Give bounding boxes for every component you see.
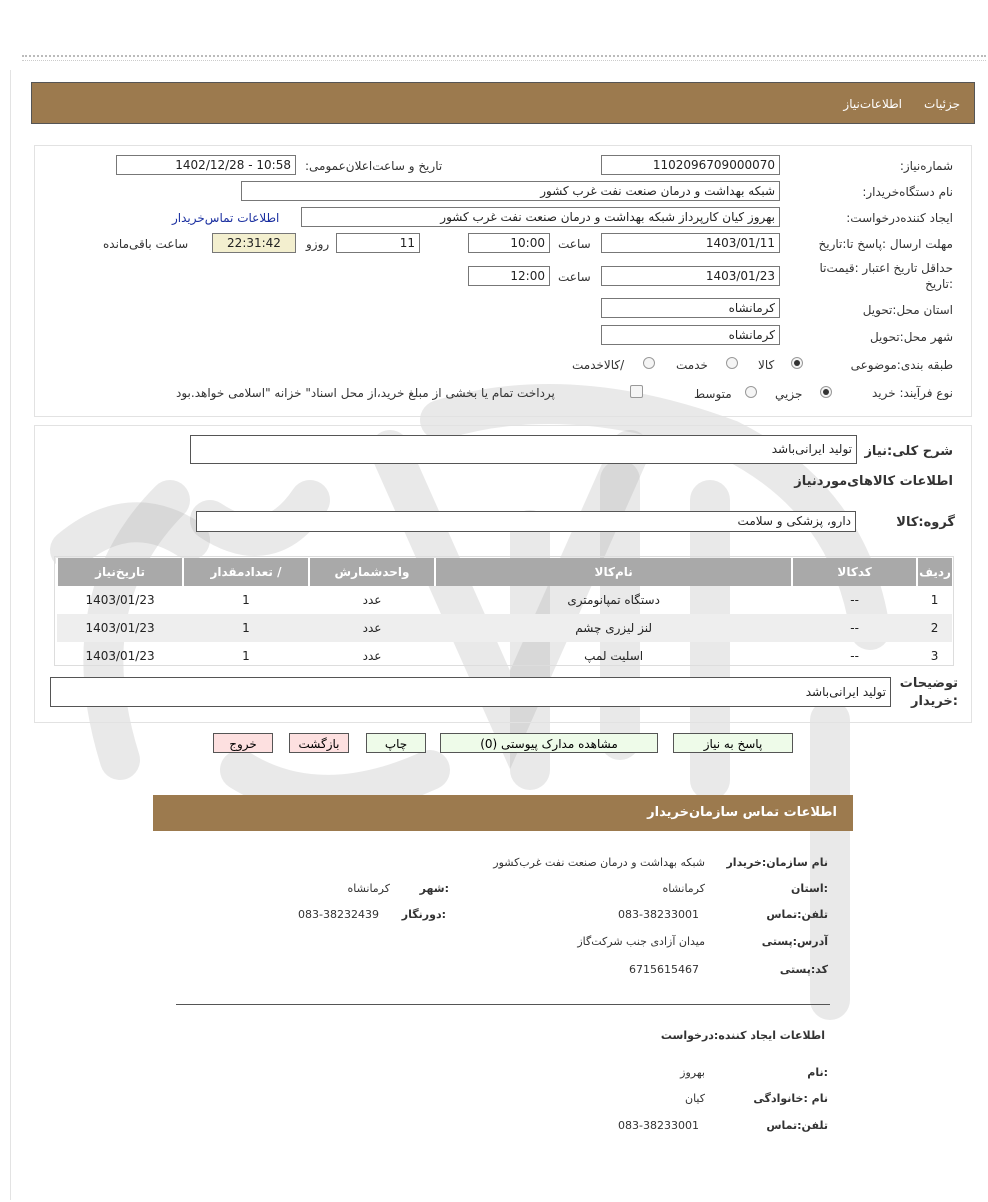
contact-divider bbox=[176, 1004, 830, 1005]
need-description-label: شرح کلی:نیاز bbox=[864, 444, 953, 459]
category-service-radio[interactable] bbox=[726, 357, 738, 369]
buyer-contact-title: اطلاعات تماس سازمان‌خریدار bbox=[647, 805, 837, 820]
contact-phone-value: 083-38233001 bbox=[618, 908, 699, 921]
category-goods-service-label: /کالاخدمت bbox=[572, 358, 625, 372]
remaining-time-label: ساعت باقی‌مانده bbox=[103, 237, 189, 251]
province-field: کرمانشاه bbox=[601, 298, 780, 318]
creator-family-value: کیان bbox=[685, 1092, 705, 1105]
creator-phone-value: 083-38233001 bbox=[618, 1119, 699, 1132]
category-goods-service-radio[interactable] bbox=[643, 357, 655, 369]
creator-field: بهروز کیان کارپرداز شبکه بهداشت و درمان صنعت نفت غرب کشور bbox=[301, 207, 780, 227]
validity-label-2: :تاریخ bbox=[925, 277, 953, 291]
cell-code: -- bbox=[850, 649, 859, 663]
buyer-notes-field: تولید ایرانی‌باشد bbox=[50, 677, 891, 707]
days-field: 11 bbox=[336, 233, 420, 253]
contact-city-value: کرمانشاه bbox=[347, 882, 390, 895]
contact-postal-label: کد:پستی bbox=[779, 963, 828, 976]
goods-group-label: گروه:کالا bbox=[896, 515, 955, 530]
contact-province-label: :استان bbox=[791, 882, 828, 895]
remaining-time-field: 22:31:42 bbox=[212, 233, 296, 253]
creator-phone-label: تلفن:تماس bbox=[766, 1119, 828, 1132]
goods-info-title: اطلاعات کالاهای‌موردنیاز bbox=[794, 474, 953, 489]
process-minor-label: جزیي bbox=[775, 387, 803, 401]
goods-table bbox=[56, 558, 952, 670]
reply-button[interactable]: پاسخ به نیاز bbox=[673, 733, 793, 753]
col-name: نام‌کالا bbox=[435, 558, 792, 586]
cell-qty: 1 bbox=[242, 593, 250, 607]
days-label: روزو bbox=[306, 237, 330, 251]
process-medium-label: متوسط bbox=[694, 387, 732, 401]
print-button[interactable]: چاپ bbox=[366, 733, 426, 753]
province-label: استان محل:تحویل bbox=[862, 303, 953, 317]
page-header-bar bbox=[31, 82, 975, 124]
left-page-rule bbox=[10, 70, 11, 1200]
buyer-contact-header bbox=[153, 795, 853, 831]
buyer-notes-label-2: :خریدار bbox=[911, 694, 958, 709]
creator-name-label: :نام bbox=[807, 1066, 828, 1079]
creator-family-label: نام :خانوادگی bbox=[753, 1092, 828, 1105]
buyer-org-label: نام دستگاه‌خریدار: bbox=[862, 185, 953, 199]
contact-city-label: :شهر bbox=[419, 882, 449, 895]
deadline-time-field: 10:00 bbox=[468, 233, 550, 253]
process-minor-radio[interactable] bbox=[820, 386, 832, 398]
cell-date: 1403/01/23 bbox=[57, 614, 183, 642]
contact-org-label: نام سازمان:خریدار bbox=[726, 856, 828, 869]
validity-time-label: ساعت bbox=[558, 270, 591, 284]
contact-phone-label: تلفن:تماس bbox=[766, 908, 828, 921]
header-need-info: اطلاعات‌نیاز bbox=[843, 97, 902, 111]
col-row: ردیف bbox=[917, 558, 952, 586]
contact-org-value: شبکه بهداشت و درمان صنعت نفت غرب‌کشور bbox=[493, 856, 705, 869]
back-button[interactable]: بازگشت bbox=[289, 733, 349, 753]
need-description-field: تولید ایرانی‌باشد bbox=[190, 435, 857, 464]
cell-unit: عدد bbox=[362, 649, 382, 663]
treasury-checkbox[interactable] bbox=[630, 385, 643, 398]
buyer-contact-link[interactable]: اطلاعات تماس‌خریدار bbox=[172, 211, 280, 225]
cell-qty: 1 bbox=[183, 614, 309, 642]
header-details: جزئیات bbox=[924, 97, 960, 111]
contact-fax-label: :دورنگار bbox=[401, 908, 446, 921]
view-attachments-button[interactable]: مشاهده مدارک پیوستی (0) bbox=[440, 733, 658, 753]
need-number-label: شماره‌نیاز: bbox=[899, 159, 953, 173]
treasury-note: پرداخت تمام یا بخشی از مبلغ خرید،از محل اسناد" خزانه "اسلامی خواهد.بود bbox=[176, 386, 555, 400]
buyer-org-field: شبکه بهداشت و درمان صنعت نفت غرب کشور bbox=[241, 181, 780, 201]
validity-label-1: حداقل تاریخ اعتبار :قیمت‌تا bbox=[819, 261, 953, 275]
top-dotted-divider bbox=[22, 55, 986, 61]
col-date: تاریخ‌نیاز bbox=[57, 558, 183, 586]
col-qty: / تعدادمقدار bbox=[183, 558, 309, 586]
cell-name: اسلیت لمپ bbox=[584, 649, 644, 663]
city-field: کرمانشاه bbox=[601, 325, 780, 345]
category-label: طبقه بندی:موضوعی bbox=[850, 358, 953, 372]
creator-label: ایجاد کننده‌درخواست: bbox=[846, 211, 953, 225]
contact-fax-value: 083-38232439 bbox=[298, 908, 379, 921]
deadline-time-label: ساعت bbox=[558, 237, 591, 251]
validity-date-field: 1403/01/23 bbox=[601, 266, 780, 286]
contact-postal-value: 6715615467 bbox=[629, 963, 699, 976]
contact-address-label: آدرس:پستی bbox=[761, 935, 828, 948]
table-row bbox=[57, 614, 952, 642]
announce-date-field: 1402/12/28 - 10:58 bbox=[116, 155, 296, 175]
exit-button[interactable]: خروج bbox=[213, 733, 273, 753]
process-medium-radio[interactable] bbox=[745, 386, 757, 398]
category-goods-label: کالا bbox=[758, 358, 775, 372]
creator-name-value: بهروز bbox=[680, 1066, 705, 1079]
process-type-label: نوع فرآیند: خرید bbox=[872, 386, 953, 400]
col-code: کدکالا bbox=[792, 558, 917, 586]
cell-row: 3 bbox=[930, 649, 939, 663]
validity-time-field: 12:00 bbox=[468, 266, 550, 286]
cell-date: 1403/01/23 bbox=[85, 593, 155, 607]
deadline-label: مهلت ارسال :پاسخ تا:تاریخ bbox=[818, 237, 953, 251]
announce-date-label: تاریخ و ساعت‌اعلان‌عمومی: bbox=[305, 159, 443, 173]
cell-row: 2 bbox=[917, 614, 952, 642]
cell-unit: عدد bbox=[362, 593, 382, 607]
need-number-field: 1102096709000070 bbox=[601, 155, 780, 175]
cell-unit: عدد bbox=[309, 614, 435, 642]
contact-address-value: میدان آزادی جنب شرکت‌گاز bbox=[577, 935, 705, 948]
cell-qty: 1 bbox=[242, 649, 250, 663]
cell-name: لنز لیزری چشم bbox=[435, 614, 792, 642]
category-goods-radio[interactable] bbox=[791, 357, 803, 369]
table-row bbox=[57, 586, 952, 614]
table-row bbox=[57, 642, 952, 670]
cell-code: -- bbox=[792, 614, 917, 642]
contact-province-value: کرمانشاه bbox=[662, 882, 705, 895]
creator-info-title: اطلاعات ایجاد کننده:درخواست bbox=[660, 1029, 825, 1042]
goods-group-field: دارو، پزشکی و سلامت bbox=[196, 511, 856, 532]
city-label: شهر محل:تحویل bbox=[869, 330, 953, 344]
cell-row: 1 bbox=[930, 593, 939, 607]
cell-name: دستگاه تمپانومتری bbox=[567, 593, 660, 607]
deadline-date-field: 1403/01/11 bbox=[601, 233, 780, 253]
cell-code: -- bbox=[850, 593, 859, 607]
cell-date: 1403/01/23 bbox=[85, 649, 155, 663]
category-service-label: خدمت bbox=[676, 358, 708, 372]
col-unit: واحدشمارش bbox=[309, 558, 435, 586]
buyer-notes-label-1: توضیحات bbox=[899, 676, 958, 691]
